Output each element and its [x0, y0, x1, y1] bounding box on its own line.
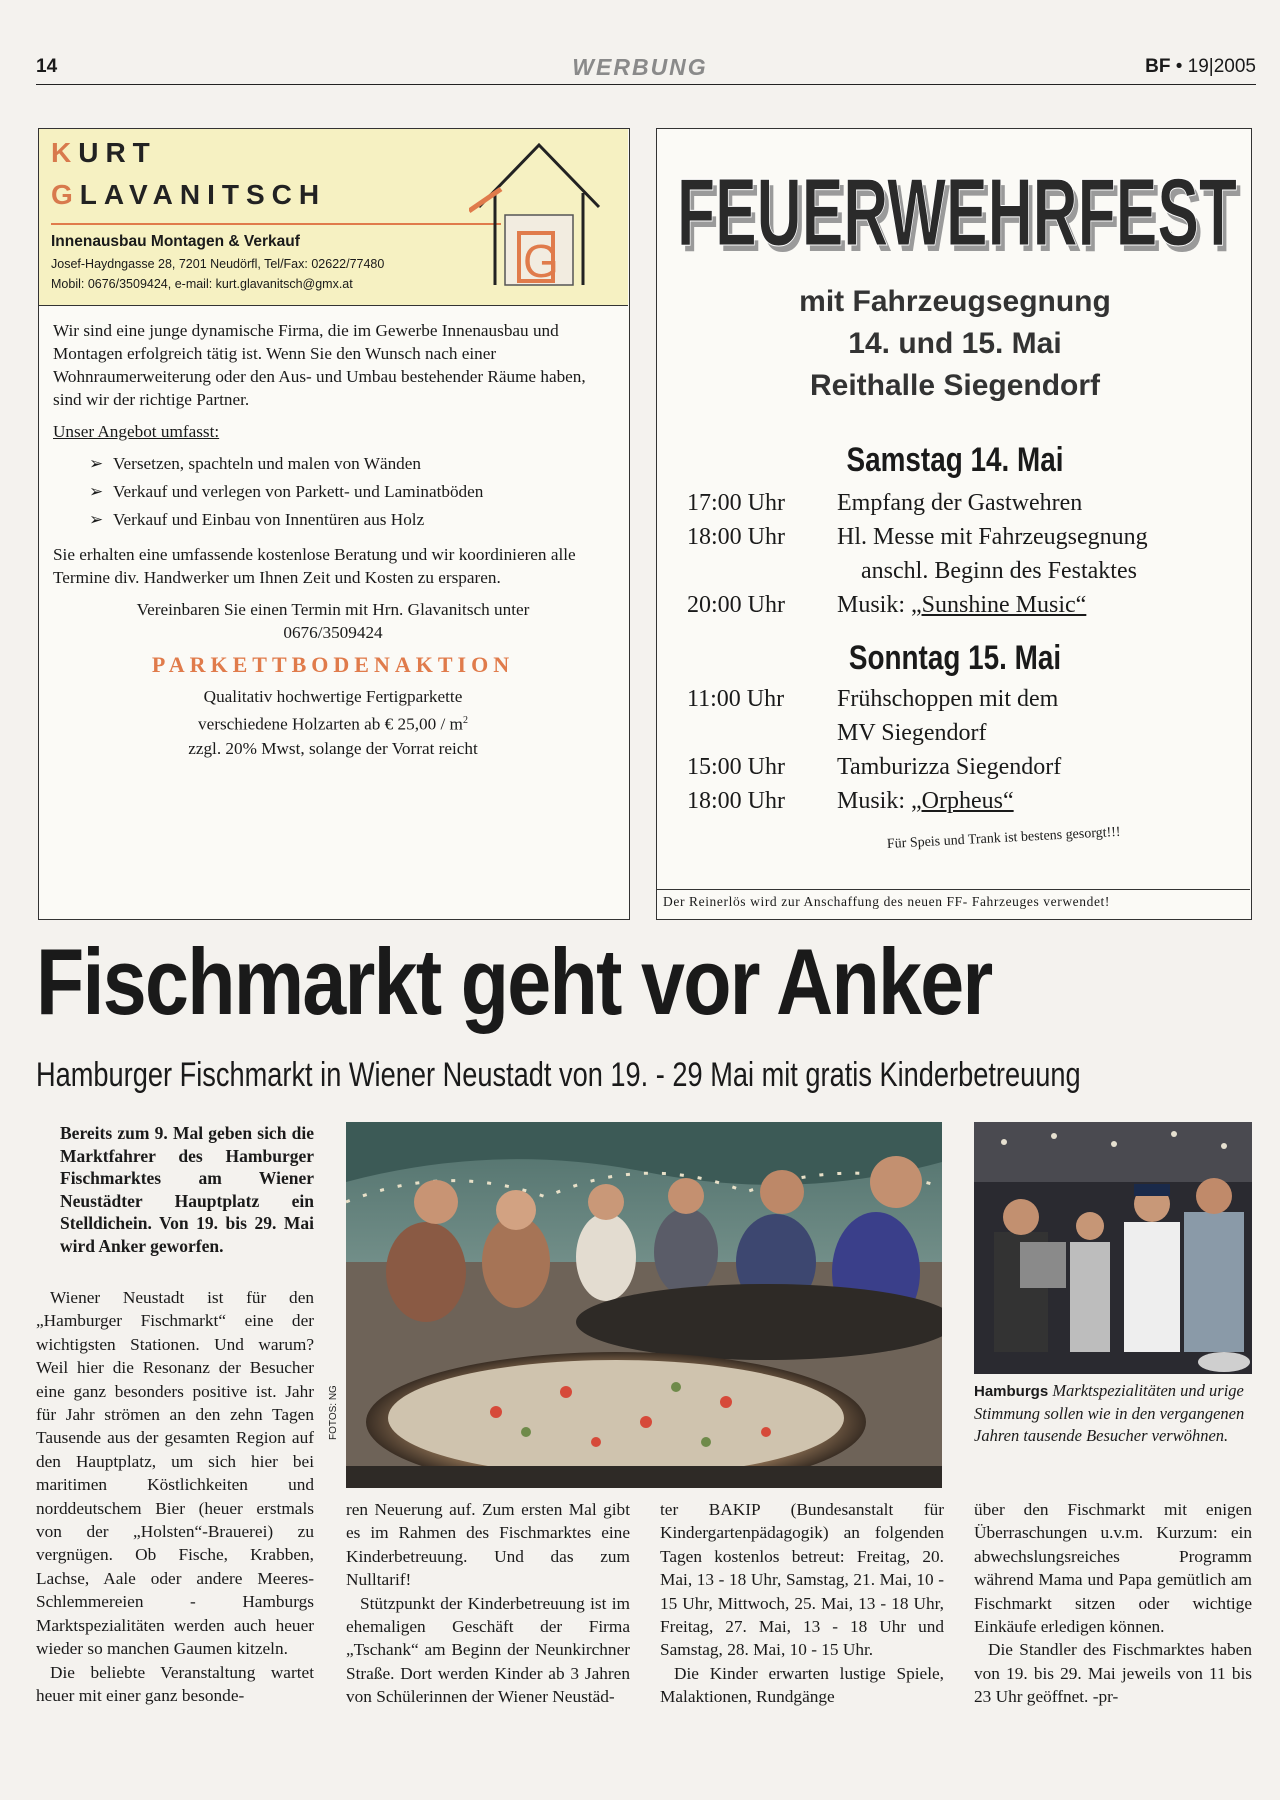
ad-contact: Mobil: 0676/3509424, e-mail: kurt.glavanitsch@gmx.at	[51, 277, 353, 291]
promo-title: PARKETTBODENAKTION	[151, 652, 515, 677]
feuerwehrfest-ad	[656, 128, 1252, 920]
photo-credit: FOTOS: NG	[328, 1385, 339, 1440]
fest-title: FEUERWEHRFEST	[677, 159, 1237, 259]
page-number: 14	[36, 56, 58, 77]
arrow-bullet-icon: ➢	[89, 454, 104, 473]
food-note: Für Speis und Trank ist bestens gesorgt!!!	[886, 824, 1121, 852]
fest-title-art	[667, 149, 1247, 259]
fishmarket-photo	[346, 1122, 942, 1488]
brand-lastname-rest: LAVANITSCH	[79, 179, 327, 210]
ad-appointment: Vereinbaren Sie einen Termin mit Hrn. Glavanitsch unter 0676/3509424	[136, 600, 530, 642]
brand-initial-k: K	[51, 137, 79, 168]
schedule-row: 15:00 Uhr Tamburizza Siegendorf	[687, 754, 1062, 780]
schedule-row: 11:00 Uhr Frühschoppen mit dem	[687, 686, 1059, 712]
caption-lead: Hamburgs	[974, 1383, 1049, 1400]
offer-item: ➢ Verkauf und verlegen von Parkett- und Laminatböden	[89, 482, 484, 501]
ad-address: Josef-Haydngasse 28, 7201 Neudörfl, Tel/Fax: 02622/77480	[51, 257, 385, 271]
brand-firstname	[51, 137, 157, 169]
caption-text: Marktspezialitäten und urige Stimmung sollen wie in den vergangenen Jahren tausende Besucher verwöhnen.	[974, 1381, 1245, 1445]
photo-caption	[974, 1380, 1254, 1447]
day-saturday-heading: Samstag 14. Mai	[846, 441, 1064, 479]
issue-number: • 19|2005	[1175, 56, 1256, 77]
schedule-row: 18:00 Uhr Hl. Messe mit Fahrzeugsegnung	[687, 524, 1148, 550]
musicians-photo	[974, 1122, 1252, 1374]
promo-body: Qualitativ hochwertige Fertigparkette verschiedene Holzarten ab € $25,00 / m^2$ zzgl. 20% Mwst, solange der Vorrat reicht	[188, 687, 478, 758]
proceeds-note: Der Reinerlös wird zur Anschaffung des neuen FF- Fahrzeuges verwendet!	[663, 894, 1111, 909]
ad-phone: 0676/3509424	[283, 623, 383, 642]
publication-name: BF	[1145, 56, 1171, 77]
arrow-bullet-icon: ➢	[89, 510, 104, 529]
ad-letterhead	[39, 129, 628, 306]
ad-tagline: Innenausbau Montagen & Verkauf	[51, 233, 300, 250]
glavanitsch-ad	[38, 128, 630, 920]
brand-firstname-rest: URT	[78, 137, 157, 168]
schedule-row: anschl. Beginn des Festaktes	[861, 558, 1137, 584]
offer-heading: Unser Angebot umfasst:	[53, 422, 220, 441]
article-column-1: Wiener Neustadt ist für den „Hamburger Fischmarkt“ eine der wichtigsten Stationen. Und warum? Weil hier die Resonanz der Besucher eine ganz besonders positive ist. Jahr für Jahr strömen an den zehn Tagen Tausende aus der gesamten Region auf den Hauptplatz, um sich hier bei maritimen Köstlichkeiten und norddeutschem Bier (heuer erstmals von der „Holsten“-Brauerei) zu vergnügen. Ob Fische, Krabben, Lachse, Aale oder andere Meeres-Schlemmereien - Hamburgs Marktspezialitäten werden auch heuer wieder so manchen Gaumen kitzeln. Die beliebte Veranstaltung wartet heuer mit einer ganz besonde-	[36, 1288, 314, 1705]
article-column-2: ren Neuerung auf. Zum ersten Mal gibt es im Rahmen des Fischmarktes eine Kinderbetreuung. Und das zum Nulltarif! Stützpunkt der Kinderbetreuung ist im ehemaligen Geschäft der Firma „Tschank“ am Beginn der Neunkirchner Straße. Dort werden Kinder ab 3 Jahren von Schülerinnen der Wiener Neustäd-	[346, 1500, 630, 1707]
schedule-row: 18:00 Uhr Musik: „Orpheus“	[687, 788, 1014, 814]
fest-title-shadow: FEUERWEHRFEST	[681, 165, 1241, 259]
arrow-bullet-icon: ➢	[89, 482, 104, 501]
day-sunday-heading: Sonntag 15. Mai	[848, 639, 1062, 677]
house-logo-icon	[469, 137, 609, 297]
fest-subtitle: mit Fahrzeugsegnung 14. und 15. Mai Reithalle Siegendorf	[799, 285, 1111, 402]
article-subheadline: Hamburger Fischmarkt in Wiener Neustadt von 19. - 29 Mai mit gratis Kinderbetreuung	[36, 1056, 1081, 1094]
ad-intro: Wir sind eine junge dynamische Firma, die im Gewerbe Innenausbau und Montagen erfolgreich tätig ist. Wenn Sie den Wunsch nach einer Wohnraumerweiterung oder den Aus- und Umbau bestehender Räume haben, sind wir der richtige Partner.	[53, 321, 586, 409]
offer-item: ➢ Verkauf und Einbau von Innentüren aus Holz	[89, 510, 425, 529]
sunday-schedule	[687, 682, 1247, 818]
band-name: „Sunshine Music“	[911, 592, 1087, 618]
schedule-row: MV Siegendorf	[837, 720, 987, 746]
schedule-row: 17:00 Uhr Empfang der Gastwehren	[687, 490, 1083, 516]
article-headline: Fischmarkt geht vor Anker	[36, 929, 992, 1034]
ad-service: Sie erhalten eine umfassende kostenlose Beratung und wir koordinieren alle Termine div. Handwerker um Ihnen Zeit und Kosten zu ersparen.	[53, 545, 576, 587]
ad-footer-rule	[657, 889, 1250, 890]
article-lead: Bereits zum 9. Mal geben sich die Marktfahrer des Hamburger Fischmarktes am Wiener Neustädter Hauptplatz ein Stelldichein. Von 19. bis 29. Mai wird Anker geworfen.	[60, 1123, 314, 1256]
logo-letter: G	[523, 235, 559, 287]
ad-body	[53, 319, 613, 770]
brand-initial-g: G	[51, 179, 80, 210]
offer-list	[53, 452, 613, 531]
offer-item: ➢ Versetzen, spachteln und malen von Wänden	[89, 454, 421, 473]
section-label: WERBUNG	[572, 54, 708, 80]
article-column-4: über den Fischmarkt mit enigen Überraschungen u.v.m. Kurzum: ein abwechslungsreiches Programm während Mama und Papa gemütlich am Fischmarkt sitzen oder wichtige Einkäufe erledigen können. Die Standler des Fischmarktes haben von 19. bis 29. Mai jeweils von 11 bis 23 Uhr geöffnet. -pr-	[974, 1500, 1252, 1707]
schedule-row: 20:00 Uhr Musik: „Sunshine Music“	[687, 592, 1087, 618]
header-rule	[36, 84, 1256, 85]
brand-lastname	[51, 179, 326, 211]
issue-label	[1145, 56, 1256, 78]
band-name: „Orpheus“	[911, 788, 1014, 814]
article-column-3: ter BAKIP (Bundesanstalt für Kindergartenpädagogik) an folgenden Tagen kostenlos betreut: Freitag, 20. Mai, 13 - 18 Uhr, Samstag, 21. Mai, 10 - 15 Uhr, Mittwoch, 25. Mai, 13 - 18 Uhr, Freitag, 27. Mai, 13 - 18 Uhr und Samstag, 28. Mai, 10 - 15 Uhr. Die Kinder erwarten lustige Spiele, Malaktionen, Rundgänge	[660, 1500, 944, 1707]
brand-rule	[51, 223, 501, 225]
saturday-schedule	[687, 486, 1247, 622]
